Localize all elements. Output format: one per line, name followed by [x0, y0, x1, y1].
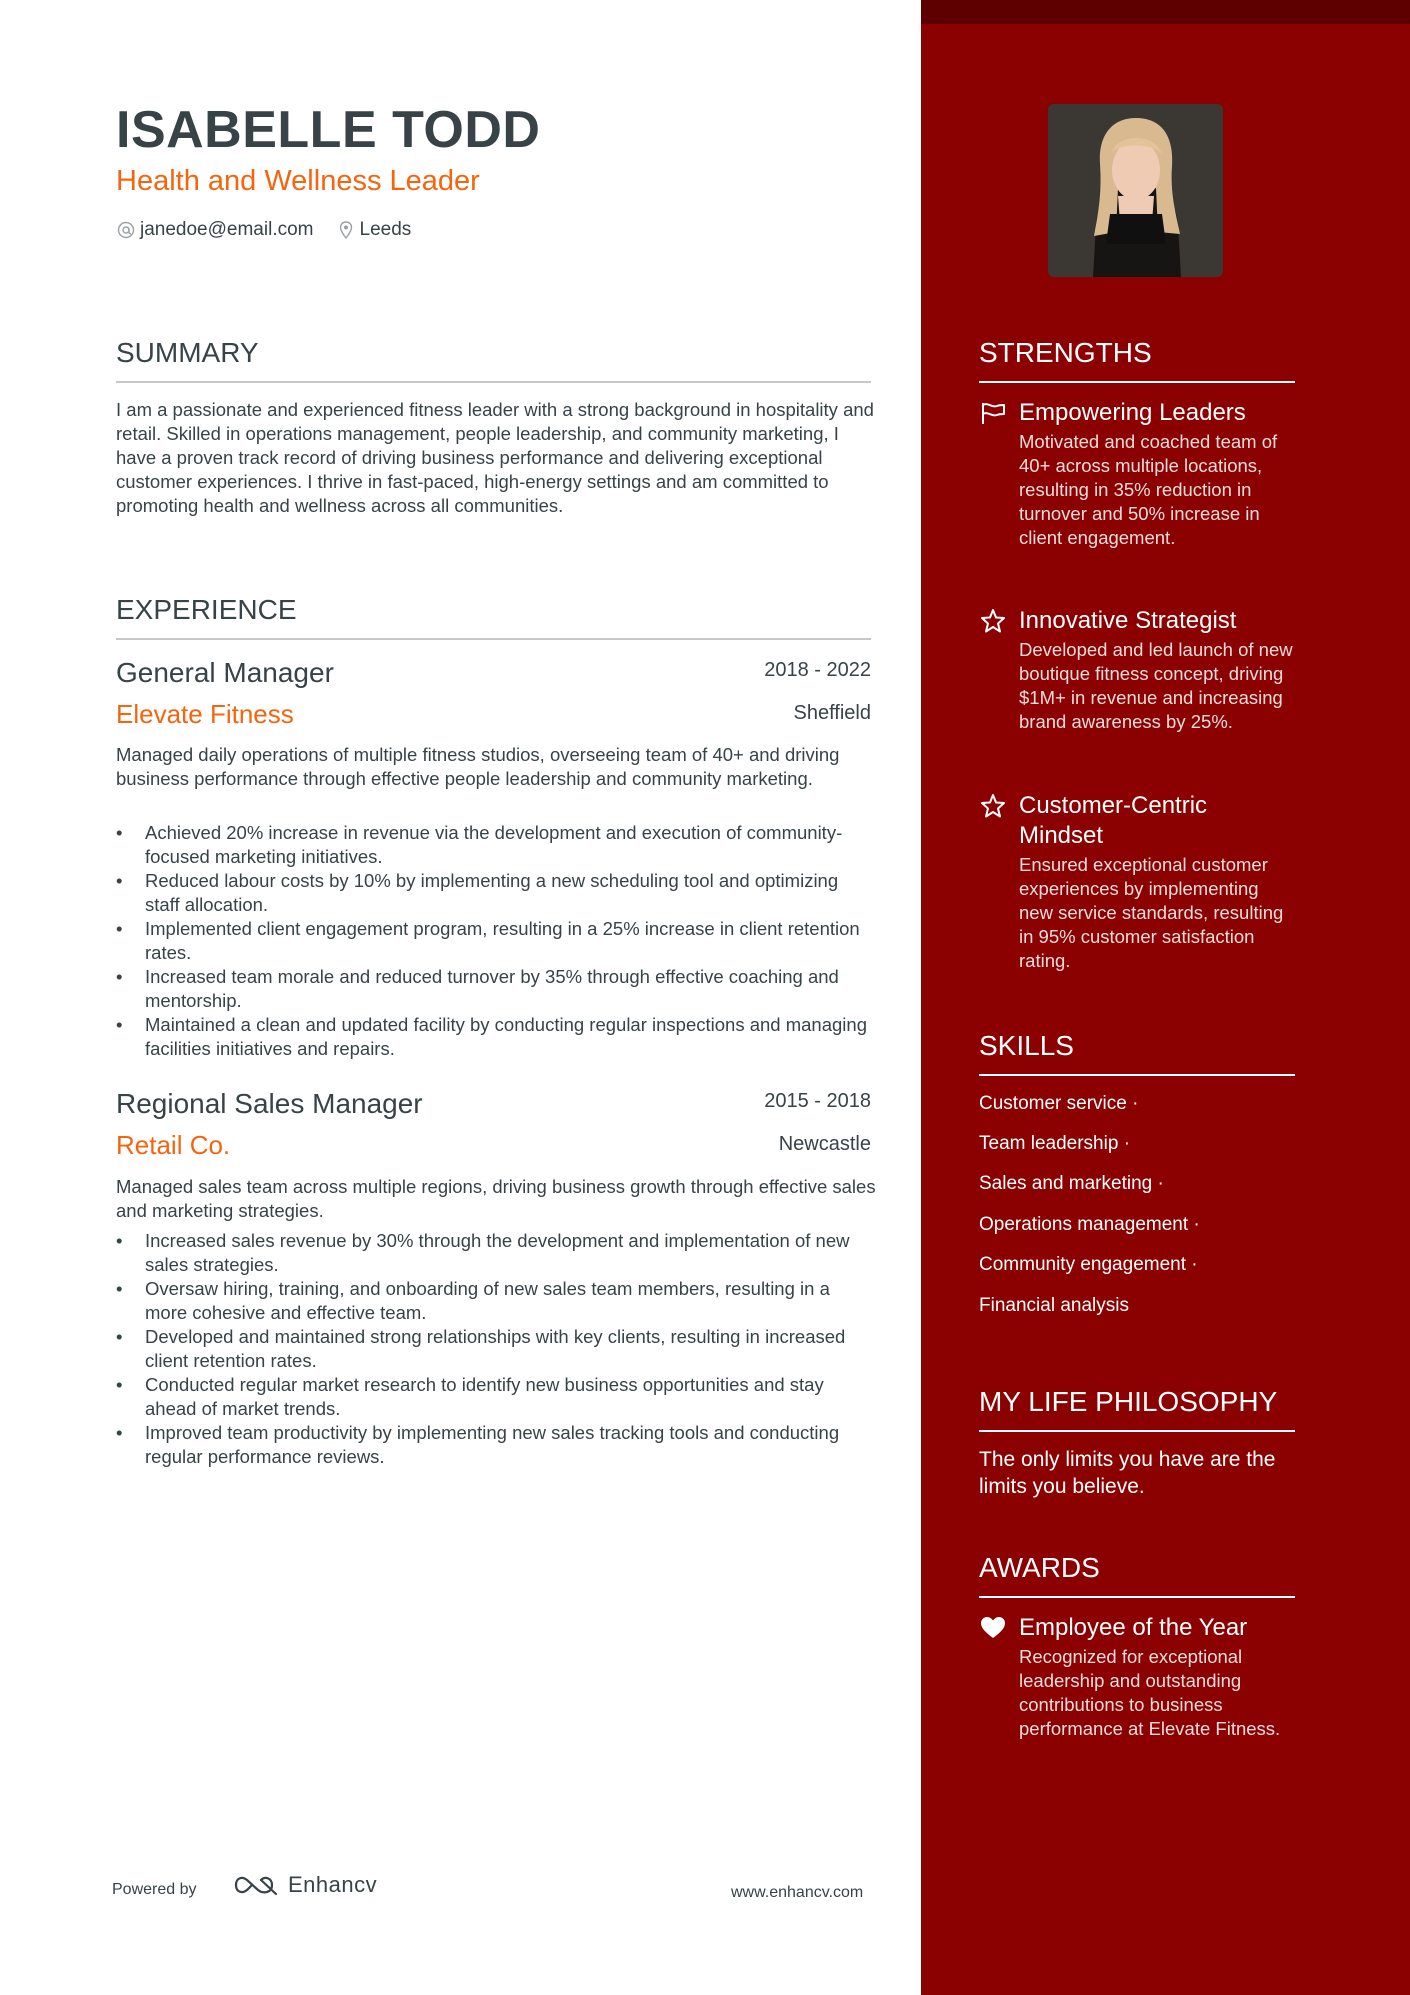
- skill-item: Community engagement ·: [979, 1254, 1198, 1275]
- list-item: • Increased team morale and reduced turnover by 35% through effective coaching and mentorship.: [116, 965, 876, 1013]
- star-icon: [979, 607, 1007, 635]
- summary-divider: [116, 381, 871, 383]
- list-item: • Increased sales revenue by 30% through the development and implementation of new sales strategies.: [116, 1229, 876, 1277]
- skill-item: Sales and marketing ·: [979, 1173, 1164, 1194]
- powered-by-label: Powered by: [112, 1881, 197, 1898]
- skills-divider: [979, 1074, 1295, 1076]
- job-description: Managed daily operations of multiple fitness studios, overseeing team of 40+ and driving business performance through effective people leadership and community marketing.: [116, 744, 840, 789]
- profile-photo: [1048, 104, 1223, 277]
- list-item: • Improved team productivity by implementing new sales tracking tools and conducting regular performance reviews.: [116, 1421, 876, 1469]
- strength-name: Innovative Strategist: [1019, 607, 1237, 634]
- philosophy-title: MY LIFE PHILOSOPHY: [979, 1386, 1278, 1417]
- summary-title: SUMMARY: [116, 337, 259, 368]
- job-description: Managed sales team across multiple regions, driving business growth through effective sales and marketing strategies.: [116, 1176, 876, 1221]
- strength-description: Ensured exceptional customer experiences by implementing new service standards, resulting in 95% customer satisfaction rating.: [1019, 854, 1284, 971]
- skill-item: Financial analysis: [979, 1295, 1129, 1316]
- contact-info: [116, 216, 411, 244]
- skill-item: Operations management ·: [979, 1214, 1200, 1235]
- award-name: Employee of the Year: [1019, 1614, 1248, 1641]
- list-item: • Implemented client engagement program, resulting in a 25% increase in client retention rates.: [116, 917, 876, 965]
- star-icon: [979, 792, 1007, 820]
- experience-title: EXPERIENCE: [116, 594, 297, 625]
- skill-item: Customer service ·: [979, 1093, 1139, 1114]
- experience-divider: [116, 638, 871, 640]
- location-pin-icon: [336, 220, 356, 240]
- strength-item: [979, 791, 1289, 973]
- job-achievements: [116, 821, 876, 1061]
- job-achievements: [116, 1229, 876, 1469]
- strength-item: [979, 398, 1299, 550]
- strength-item: [979, 606, 1299, 734]
- awards-title: AWARDS: [979, 1552, 1100, 1583]
- job-location: Sheffield: [793, 702, 871, 724]
- philosophy-divider: [979, 1430, 1295, 1432]
- contact-location: Leeds: [359, 219, 412, 240]
- list-item: • Conducted regular market research to identify new business opportunities and stay ahead of market trends.: [116, 1373, 876, 1421]
- list-item: • Reduced labour costs by 10% by implementing a new scheduling tool and optimizing staff allocation.: [116, 869, 876, 917]
- award-item: [979, 1613, 1299, 1741]
- list-item: • Achieved 20% increase in revenue via the development and execution of community-focused marketing initiatives.: [116, 821, 876, 869]
- strengths-divider: [979, 381, 1295, 383]
- flag-icon: [979, 399, 1007, 427]
- strength-name: Customer-Centric Mindset: [1019, 792, 1208, 849]
- enhancv-logo[interactable]: [232, 1872, 377, 1898]
- enhancv-brand: Enhancv: [288, 1872, 378, 1897]
- award-description: Recognized for exceptional leadership and outstanding contributions to business performance at Elevate Fitness.: [1019, 1646, 1281, 1739]
- job-dates: 2018 - 2022: [764, 659, 871, 681]
- philosophy-text: The only limits you have are the limits you believe.: [979, 1448, 1276, 1498]
- list-item: • Developed and maintained strong relationships with key clients, resulting in increased client retention rates.: [116, 1325, 876, 1373]
- skill-item: Team leadership ·: [979, 1133, 1131, 1154]
- heart-icon: [979, 1614, 1007, 1642]
- job-dates: 2015 - 2018: [764, 1090, 871, 1112]
- strengths-title: STRENGTHS: [979, 337, 1152, 368]
- strength-name: Empowering Leaders: [1019, 399, 1246, 426]
- strength-description: Developed and led launch of new boutique fitness concept, driving $1M+ in revenue and increasing brand awareness by 25%.: [1019, 639, 1293, 732]
- job-company: Retail Co.: [116, 1130, 231, 1160]
- footer-url[interactable]: www.enhancv.com: [731, 1884, 864, 1901]
- strength-description: Motivated and coached team of 40+ across multiple locations, resulting in 35% reduction in turnover and 50% increase in client engagement.: [1019, 431, 1278, 548]
- profile-photo-image: [1048, 104, 1223, 277]
- summary-text: I am a passionate and experienced fitness leader with a strong background in hospitality and retail. Skilled in operations management, people leadership, and community marketing, I have a proven track record of driving business performance and delivering exceptional customer experiences. I thrive in fast-paced, high-energy settings and am committed to promoting health and wellness across all communities.: [116, 399, 874, 516]
- contact-email[interactable]: janedoe@email.com: [140, 219, 314, 240]
- list-item: • Maintained a clean and updated facility by conducting regular inspections and managing facilities initiatives and repairs.: [116, 1013, 876, 1061]
- enhancv-logo-icon: [232, 1872, 280, 1898]
- skills-title: SKILLS: [979, 1030, 1074, 1061]
- awards-divider: [979, 1596, 1295, 1598]
- sidebar-top-bar: [921, 0, 1410, 24]
- candidate-role: Health and Wellness Leader: [116, 165, 480, 197]
- sidebar: [921, 0, 1410, 1995]
- job-title: Regional Sales Manager: [116, 1088, 423, 1119]
- job-location: Newcastle: [778, 1133, 871, 1155]
- candidate-name: ISABELLE TODD: [116, 101, 541, 159]
- job-company: Elevate Fitness: [116, 699, 294, 729]
- list-item: • Oversaw hiring, training, and onboarding of new sales team members, resulting in a more cohesive and effective team.: [116, 1277, 876, 1325]
- job-title: General Manager: [116, 657, 334, 688]
- at-icon: [116, 220, 136, 240]
